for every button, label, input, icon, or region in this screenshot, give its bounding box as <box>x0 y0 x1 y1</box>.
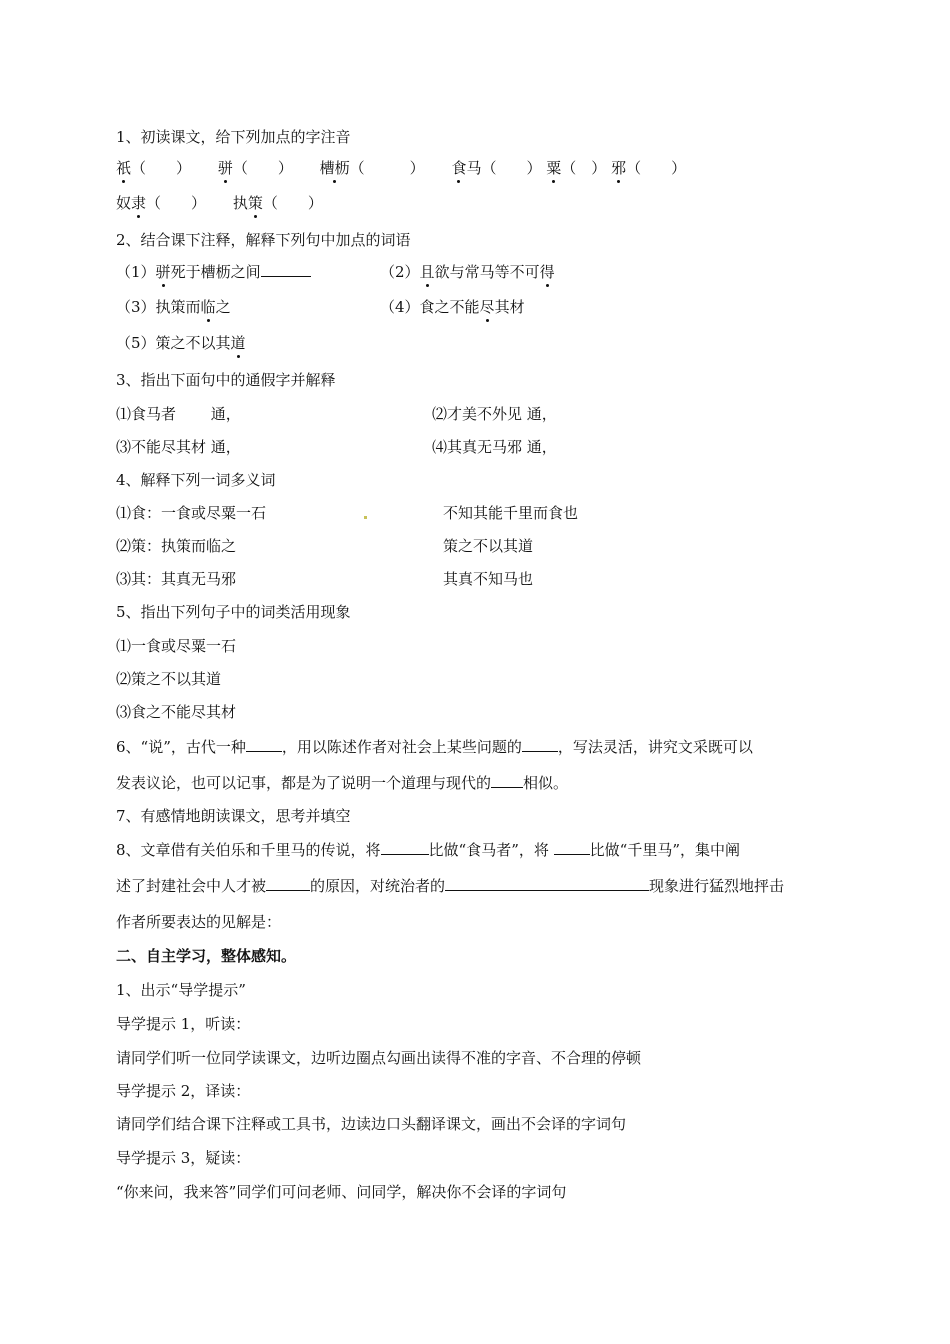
q8-text: 的原因，对统治者的 <box>310 877 446 895</box>
q6-text: 相似。 <box>523 774 569 792</box>
answer-blank[interactable] <box>381 840 429 855</box>
item-text: （3）执策而 <box>116 298 201 316</box>
q5-item-1: ⑴一食或尽粟一石 <box>116 637 237 655</box>
q1-item <box>611 159 686 177</box>
section-heading: 二、自主学习，整体感知。 <box>116 947 297 965</box>
answer-blank[interactable] <box>445 876 649 891</box>
q6-text: 6、“说”，古代一种 <box>116 738 246 756</box>
q2-item-1 <box>116 262 311 282</box>
q8-text: 比做“食马者”，将 <box>428 841 554 859</box>
dotted-char: 食 <box>451 159 467 177</box>
paren: （ ） <box>262 194 323 212</box>
answer-blank[interactable] <box>491 773 523 788</box>
q6-text: ，用以陈述作者对社会上某些问题的 <box>281 738 522 756</box>
q4-title: 4、解释下列一词多义词 <box>116 471 276 489</box>
q4-row1-right: 不知其能千里而食也 <box>443 504 579 522</box>
q2-item-2 <box>380 262 555 282</box>
paren: （ ） <box>232 159 293 177</box>
q4-row2-left: ⑵策：执策而临之 <box>116 537 237 555</box>
q4-row1-left: ⑴食：一食或尽粟一石 <box>116 504 267 522</box>
answer-blank[interactable] <box>246 737 282 752</box>
dotted-char: 且 <box>419 263 435 281</box>
q2-item-4 <box>380 297 525 317</box>
paren: 马（ ） <box>466 159 542 177</box>
q6-line-2 <box>116 773 568 793</box>
dotted-char: 隶 <box>131 194 147 212</box>
q1-title: 1、初读课文，给下列加点的字注音 <box>116 128 351 146</box>
q8-text: 现象进行猛烈地抨击 <box>649 877 785 895</box>
item-text: （5）策之不以其 <box>116 334 231 352</box>
answer-blank[interactable] <box>522 737 558 752</box>
q6-line-1 <box>116 737 753 757</box>
q8-line-2 <box>116 876 784 896</box>
q2-item-5 <box>116 333 246 353</box>
q1-item <box>546 159 606 177</box>
q3-title: 3、指出下面句中的通假字并解释 <box>116 371 336 389</box>
q8-text: 比做“千里马”，集中阐 <box>589 841 740 859</box>
q6-text: 发表议论，也可以记事，都是为了说明一个道理与现代的 <box>116 774 492 792</box>
q2-title: 2、结合课下注释，解释下列句中加点的词语 <box>116 231 411 249</box>
q6-text: ，写法灵活，讲究文采既可以 <box>557 738 753 756</box>
char: 执 <box>232 194 248 212</box>
dotted-char: 临 <box>200 298 216 316</box>
q7-title: 7、有感情地朗读课文，思考并填空 <box>116 807 351 825</box>
tip-3-body: “你来问，我来答”同学们可问老师、问同学，解决你不会译的字词句 <box>116 1183 567 1201</box>
q3-item-2: ⑵才美不外见 通， <box>432 405 557 423</box>
paren: （ ） <box>561 159 607 177</box>
item-number: （1） <box>116 263 156 281</box>
paren: （ ） <box>626 159 687 177</box>
dotted-char: 道 <box>230 334 246 352</box>
dotted-char: 骈 <box>155 263 171 281</box>
q5-title: 5、指出下列句子中的词类活用现象 <box>116 603 351 621</box>
item-text: 之 <box>215 298 231 316</box>
tip-2-heading: 导学提示 2，译读： <box>116 1082 251 1100</box>
char: 奴 <box>116 194 132 212</box>
q1-item <box>451 159 541 177</box>
q8-text: 8、文章借有关伯乐和千里马的传说，将 <box>116 841 381 859</box>
step-1: 1、出示“导学提示” <box>116 981 246 999</box>
q3-item-4: ⑷其真无马邪 通， <box>432 438 557 456</box>
q8-line-1 <box>116 840 740 860</box>
paren: （ ） <box>349 159 425 177</box>
item-number: （2） <box>380 263 420 281</box>
q4-row3-right: 其真不知马也 <box>443 570 534 588</box>
q1-item <box>116 159 191 177</box>
tip-3-heading: 导学提示 3，疑读： <box>116 1149 251 1167</box>
answer-blank[interactable] <box>261 262 311 277</box>
q8-text: 述了封建社会中人才被 <box>116 877 267 895</box>
tip-1-heading: 导学提示 1，听读： <box>116 1015 251 1033</box>
stray-mark <box>364 516 367 519</box>
q1-item <box>116 194 206 212</box>
item-text: 欲与常马等不可 <box>434 263 540 281</box>
answer-blank[interactable] <box>266 876 310 891</box>
dotted-char: 邪 <box>611 159 627 177</box>
paren: （ ） <box>131 159 192 177</box>
dotted-char: 槽枥 <box>319 159 350 177</box>
q3-item-1: ⑴食马者 通， <box>116 405 241 423</box>
q1-item <box>233 194 323 212</box>
dotted-char: 骈 <box>217 159 233 177</box>
item-text: （4）食之不能 <box>380 298 480 316</box>
answer-blank[interactable] <box>554 840 590 855</box>
q5-item-3: ⑶食之不能尽其材 <box>116 703 237 721</box>
q1-row2 <box>116 193 323 213</box>
q1-item <box>320 159 425 177</box>
dotted-char: 祇 <box>116 159 132 177</box>
item-text: 其材 <box>494 298 525 316</box>
q2-item-3 <box>116 297 231 317</box>
dotted-char: 尽 <box>479 298 495 316</box>
q3-item-3: ⑶不能尽其材 通， <box>116 438 241 456</box>
dotted-char: 策 <box>247 194 263 212</box>
dotted-char: 得 <box>539 263 555 281</box>
q1-item <box>218 159 293 177</box>
tip-2-body: 请同学们结合课下注释或工具书，边读边口头翻译课文，画出不会译的字词句 <box>116 1115 627 1133</box>
tip-1-body: 请同学们听一位同学读课文，边听边圈点勾画出读得不准的字音、不合理的停顿 <box>116 1049 642 1067</box>
q5-item-2: ⑵策之不以其道 <box>116 670 222 688</box>
q8-line-3: 作者所要表达的见解是： <box>116 913 282 931</box>
q1-row1 <box>116 158 686 178</box>
dotted-char: 粟 <box>546 159 562 177</box>
q4-row3-left: ⑶其：其真无马邪 <box>116 570 237 588</box>
q4-row2-right: 策之不以其道 <box>443 537 534 555</box>
item-text: 死于槽枥之间 <box>170 263 261 281</box>
paren: （ ） <box>146 194 207 212</box>
